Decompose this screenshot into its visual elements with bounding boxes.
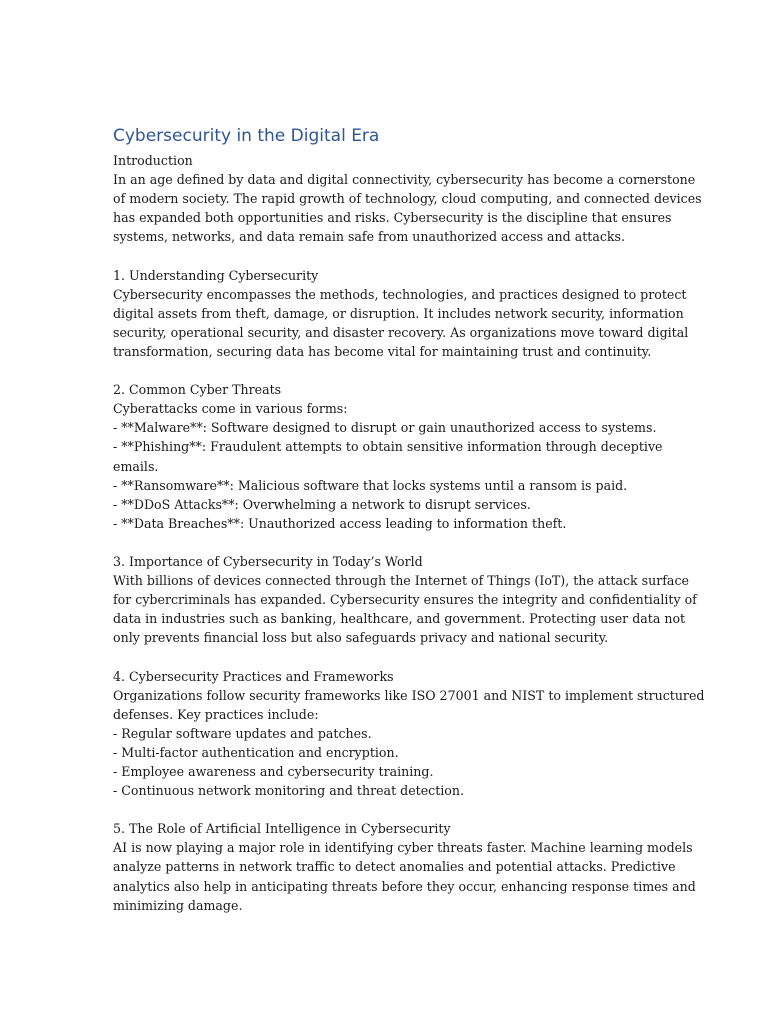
body-text-line: - Multi-factor authentication and encryption. bbox=[113, 744, 399, 760]
body-text-line: - Employee awareness and cybersecurity training. bbox=[113, 764, 434, 779]
body-text-line: defenses. Key practices include: bbox=[113, 706, 319, 722]
body-text-line: analyze patterns in network traffic to detect anomalies and potential attacks. Predictive bbox=[113, 859, 676, 875]
body-text-line: - **Data Breaches**: Unauthorized access leading to information theft. bbox=[113, 515, 567, 531]
section-heading: Introduction bbox=[113, 153, 193, 168]
body-text-line: AI is now playing a major role in identifying cyber threats faster. Machine learning models bbox=[113, 840, 693, 856]
body-text-line: - Continuous network monitoring and threat detection. bbox=[113, 783, 464, 799]
section bbox=[113, 151, 702, 246]
paragraph-gap bbox=[113, 647, 673, 666]
body-text-line: digital assets from theft, damage, or disruption. It includes network security, information bbox=[113, 305, 684, 321]
paragraph-gap bbox=[113, 800, 673, 819]
document-page bbox=[113, 124, 705, 915]
body-text-line: systems, networks, and data remain safe from unauthorized access and attacks. bbox=[113, 229, 626, 245]
body-text-line: for cybercriminals has expanded. Cybersecurity ensures the integrity and confidentiality of bbox=[113, 592, 697, 608]
section bbox=[113, 266, 689, 361]
body-text-line: - **DDoS Attacks**: Overwhelming a network to disrupt services. bbox=[113, 496, 531, 512]
body-text-line: With billions of devices connected through the Internet of Things (IoT), the attack surface bbox=[113, 573, 689, 589]
document-title: Cybersecurity in the Digital Era bbox=[113, 126, 380, 146]
section-heading: 3. Importance of Cybersecurity in Today’s World bbox=[113, 553, 423, 569]
section-heading: 4. Cybersecurity Practices and Frameworks bbox=[113, 668, 394, 684]
paragraph-gap bbox=[113, 361, 673, 380]
section bbox=[113, 667, 705, 801]
body-text-line: minimizing damage. bbox=[113, 897, 243, 913]
body-text-line: - **Ransomware**: Malicious software that locks systems until a ransom is paid. bbox=[113, 477, 628, 493]
paragraph-gap bbox=[113, 533, 673, 552]
section-heading: 2. Common Cyber Threats bbox=[113, 382, 282, 398]
section bbox=[113, 552, 697, 647]
body-text-line: Cybersecurity encompasses the methods, technologies, and practices designed to protect bbox=[113, 286, 687, 302]
body-text-line: Organizations follow security frameworks like ISO 27001 and NIST to implement structured bbox=[113, 687, 705, 703]
body-text-line: only prevents financial loss but also safeguards privacy and national security. bbox=[113, 630, 609, 646]
body-text-line: analytics also help in anticipating threats before they occur, enhancing response times and bbox=[113, 878, 696, 894]
body-text-line: - Regular software updates and patches. bbox=[113, 725, 372, 741]
body-text-line: In an age defined by data and digital connectivity, cybersecurity has become a cornerstone bbox=[113, 172, 696, 188]
section-heading: 1. Understanding Cybersecurity bbox=[113, 267, 319, 283]
section-heading: 5. The Role of Artificial Intelligence in Cybersecurity bbox=[113, 821, 451, 837]
body-text-line: of modern society. The rapid growth of technology, cloud computing, and connected devices bbox=[113, 191, 702, 207]
body-text-line: has expanded both opportunities and risks. Cybersecurity is the discipline that ensures bbox=[113, 210, 672, 226]
body-text-line: - **Malware**: Software designed to disrupt or gain unauthorized access to systems. bbox=[113, 420, 657, 436]
section bbox=[113, 380, 673, 533]
body-text-line: emails. bbox=[113, 458, 159, 474]
body-text-line: Cyberattacks come in various forms: bbox=[113, 401, 348, 417]
body-text-line: - **Phishing**: Fraudulent attempts to obtain sensitive information through deceptive bbox=[113, 439, 663, 455]
paragraph-gap bbox=[113, 246, 673, 265]
body-text-line: security, operational security, and disaster recovery. As organizations move toward digital bbox=[113, 324, 689, 340]
body-text-line: data in industries such as banking, healthcare, and government. Protecting user data not bbox=[113, 611, 686, 627]
section bbox=[113, 819, 696, 914]
body-text-line: transformation, securing data has become vital for maintaining trust and continuity. bbox=[113, 343, 652, 359]
document-body bbox=[113, 151, 705, 915]
